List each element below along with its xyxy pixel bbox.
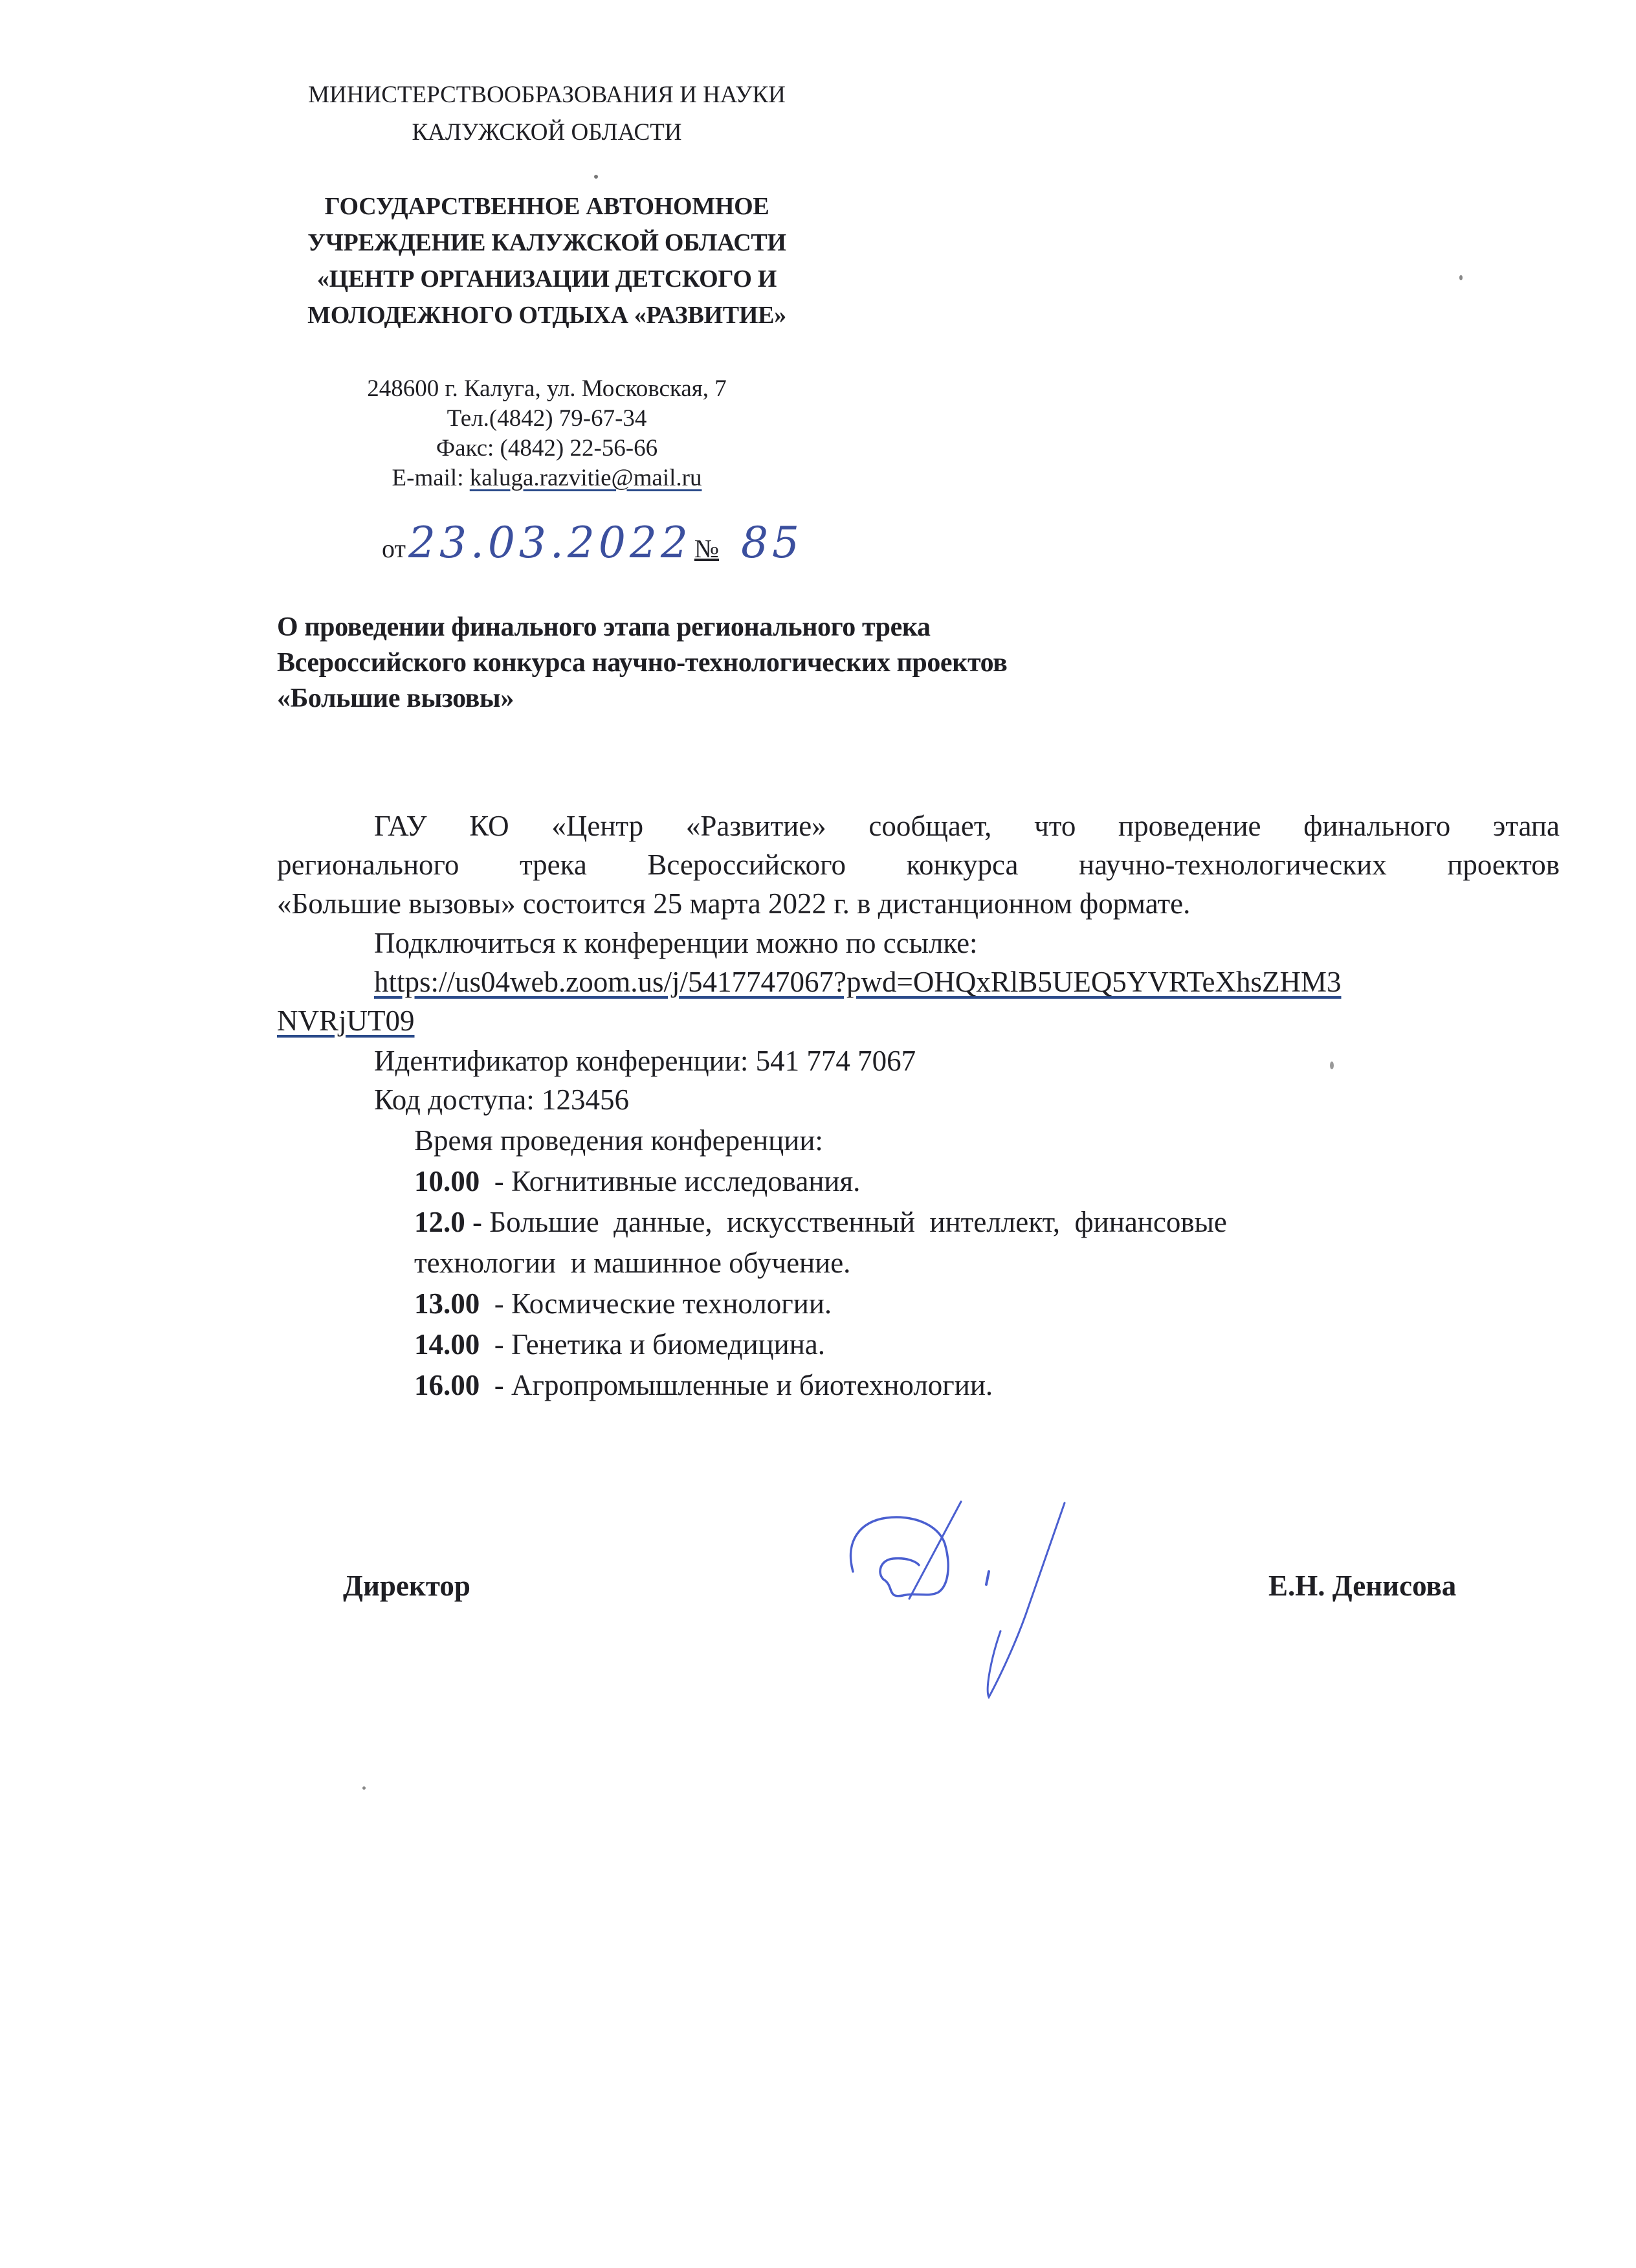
schedule-time: 13.00 xyxy=(414,1287,480,1320)
scan-speck xyxy=(362,1786,366,1790)
ministry-line-1: МИНИСТЕРСТВООБРАЗОВАНИЯ И НАУКИ xyxy=(308,82,786,108)
email-label: E-mail: xyxy=(392,465,470,491)
signature-loop xyxy=(851,1517,949,1596)
email-link[interactable]: kaluga.razvitie@mail.ru xyxy=(469,465,702,491)
ministry-line-2: КАЛУЖСКОЙ ОБЛАСТИ xyxy=(412,119,682,146)
schedule-item-continued xyxy=(414,1249,850,1278)
schedule-item xyxy=(414,1208,1398,1237)
access-code: Код доступа: 123456 xyxy=(374,1084,629,1116)
signature-tick xyxy=(986,1572,989,1584)
scan-speck xyxy=(1330,1062,1334,1069)
signatory-name: Е.Н. Денисова xyxy=(1268,1570,1457,1602)
number-label: № xyxy=(694,534,720,563)
schedule-topic: технологии и машинное обучение. xyxy=(414,1247,851,1279)
schedule-sep: - xyxy=(480,1328,511,1361)
schedule-time: 10.00 xyxy=(414,1165,480,1197)
subject-line-2: Всероссийского конкурса научно-технологических проектов xyxy=(277,648,1008,678)
schedule-topic: Космические технологии. xyxy=(511,1287,832,1320)
subject-line-1: О проведении финального этапа регионального трека xyxy=(277,612,931,642)
schedule-topic: Большие данные, искусственный интеллект, финансовые xyxy=(489,1206,1227,1238)
schedule-time: 16.00 xyxy=(414,1369,480,1401)
body-line-3: «Большие вызовы» состоится 25 марта 2022 г. в дистанционном формате. xyxy=(277,887,1191,920)
zoom-link-continued[interactable]: NVRjUT09 xyxy=(277,1005,415,1037)
org-line-2: УЧРЕЖДЕНИЕ КАЛУЖСКОЙ ОБЛАСТИ xyxy=(307,229,786,256)
from-label: от xyxy=(382,534,406,563)
schedule-item xyxy=(414,1289,832,1318)
schedule-time: 12.0 xyxy=(414,1206,465,1238)
signature-stroke-long xyxy=(988,1503,1065,1697)
scan-speck xyxy=(594,175,598,179)
signatory-position: Директор xyxy=(343,1570,470,1602)
handwritten-signature xyxy=(841,1489,1152,1709)
schedule-sep: - xyxy=(480,1165,511,1197)
org-line-3: «ЦЕНТР ОРГАНИЗАЦИИ ДЕТСКОГО И xyxy=(316,265,777,293)
schedule-topic: Генетика и биомедицина. xyxy=(511,1328,826,1361)
scan-speck xyxy=(1459,275,1463,280)
schedule-item xyxy=(414,1371,993,1400)
schedule-sep: - xyxy=(465,1206,490,1238)
registration-line xyxy=(382,518,803,568)
zoom-link[interactable]: https://us04web.zoom.us/j/5417747067?pwd=OHQxRlB5UEQ5YVRTeXhsZHM3 xyxy=(374,966,1342,998)
body-line-2: регионального трека Всероссийского конкурса научно-технологических проектов xyxy=(277,849,1560,881)
zoom-link-line-1[interactable] xyxy=(374,968,1342,997)
schedule-sep: - xyxy=(480,1287,511,1320)
schedule-topic: Когнитивные исследования. xyxy=(511,1165,861,1197)
signature-stroke-diagonal xyxy=(909,1502,961,1599)
email-line xyxy=(285,466,809,490)
schedule-item xyxy=(414,1167,860,1196)
schedule-title: Время проведения конференции: xyxy=(414,1124,823,1157)
subject-line-3: «Большие вызовы» xyxy=(277,684,514,713)
zoom-link-line-2[interactable] xyxy=(277,1006,415,1036)
schedule-sep: - xyxy=(480,1369,511,1401)
org-line-1: ГОСУДАРСТВЕННОЕ АВТОНОМНОЕ xyxy=(324,193,769,220)
schedule-time: 14.00 xyxy=(414,1328,480,1361)
handwritten-number: 85 xyxy=(741,518,803,568)
address: 248600 г. Калуга, ул. Московская, 7 xyxy=(367,375,727,402)
body-line-1: ГАУ КО «Центр «Развитие» сообщает, что проведение финального этапа xyxy=(374,810,1560,842)
org-line-4: МОЛОДЕЖНОГО ОТДЫХА «РАЗВИТИЕ» xyxy=(307,302,786,329)
handwritten-date: 23.03.2022 xyxy=(408,518,692,568)
phone: Тел.(4842) 79-67-34 xyxy=(447,405,647,432)
fax: Факс: (4842) 22-56-66 xyxy=(436,435,658,461)
schedule-item xyxy=(414,1330,825,1359)
schedule-topic: Агропромышленные и биотехнологии. xyxy=(511,1369,993,1401)
conference-id: Идентификатор конференции: 541 774 7067 xyxy=(374,1045,916,1077)
connect-label: Подключиться к конференции можно по ссылке: xyxy=(374,927,978,959)
